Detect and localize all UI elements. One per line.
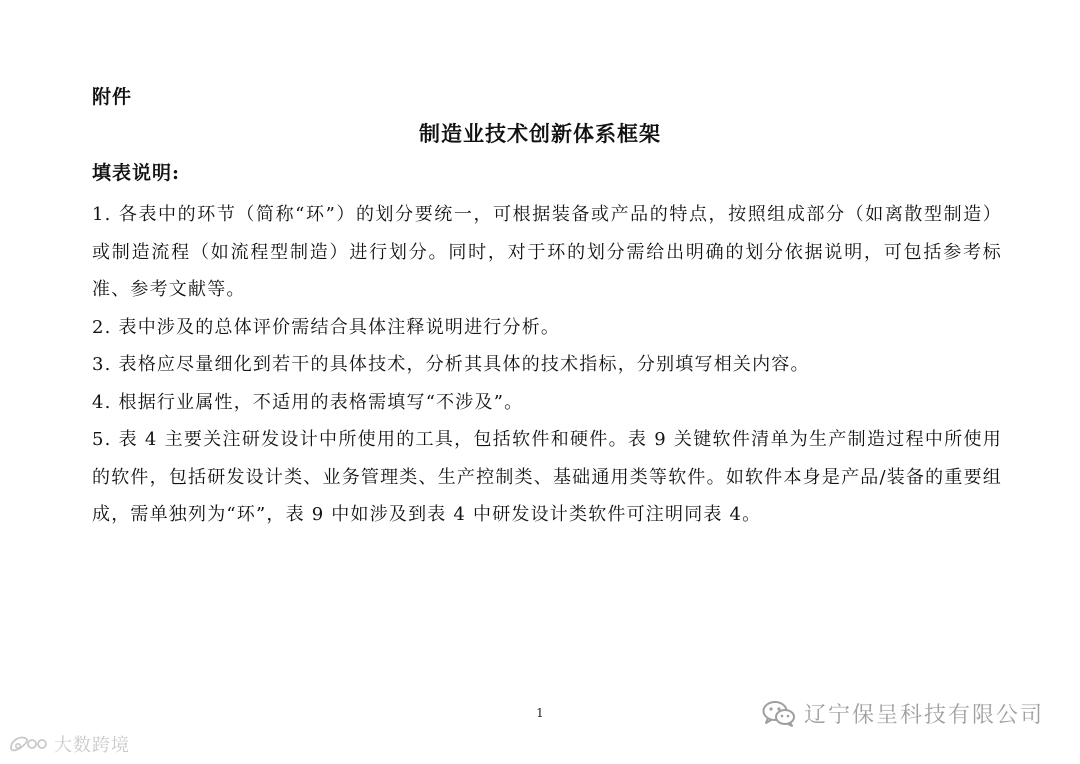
instructions-list — [92, 196, 1002, 534]
instruction-item-1: 1. 各表中的环节（简称“环”）的划分要统一，可根据装备或产品的特点，按照组成部分（如离散型制造）或制造流程（如流程型制造）进行划分。同时，对于环的划分需给出明确的划分依据说明，可包括参考标准、参考文献等。 — [92, 204, 1002, 300]
source-watermark-text: 大数跨境 — [54, 735, 130, 756]
instruction-item-5: 5. 表 4 主要关注研发设计中所使用的工具，包括软件和硬件。表 9 关键软件清单为生产制造过程中所使用的软件，包括研发设计类、业务管理类、生产控制类、基础通用类等软件。如软件本身是产品/装备的重要组成，需单独列为“环”，表 9 中如涉及到表 4 中研发设计类软件可注明同表 4。 — [92, 429, 1002, 525]
instruction-item-3: 3. 表格应尽量细化到若干的具体技术，分析其具体的技术指标，分别填写相关内容。 — [92, 354, 810, 375]
page-number: 1 — [536, 706, 544, 720]
source-watermark — [8, 731, 130, 757]
document-title: 制造业技术创新体系框架 — [419, 121, 661, 146]
publisher-watermark-text: 辽宁保呈科技有限公司 — [803, 703, 1044, 728]
attachment-label: 附件 — [92, 86, 133, 108]
section-heading: 填表说明: — [92, 162, 181, 184]
instruction-item-2: 2. 表中涉及的总体评价需结合具体注释说明进行分析。 — [92, 316, 561, 338]
instruction-item-4: 4. 根据行业属性，不适用的表格需填写“不涉及”。 — [92, 391, 524, 413]
weibo-icon — [8, 732, 48, 756]
wechat-icon — [762, 700, 796, 728]
publisher-watermark — [762, 698, 1044, 729]
